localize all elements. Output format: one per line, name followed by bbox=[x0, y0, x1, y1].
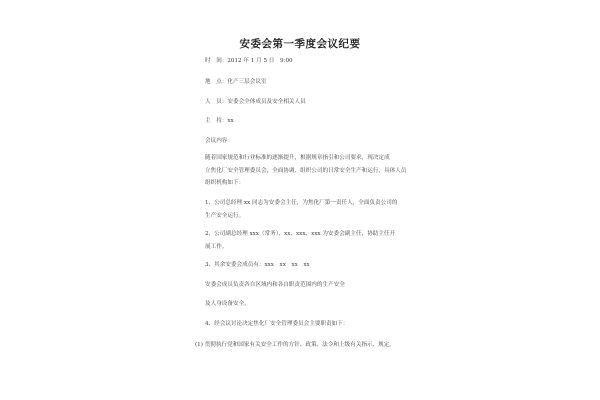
item-1-line: 生产安全运行。 bbox=[205, 212, 245, 219]
meeting-host: 主 持：xx bbox=[205, 118, 234, 124]
item-1 bbox=[205, 197, 427, 222]
intro-paragraph bbox=[205, 152, 427, 190]
item-3-note: 及人身设备安全。 bbox=[205, 301, 250, 307]
item-2-line: 2、公司副总经理 xxx（常务）、xx、xxx、xxx 为安委会副主任，协助主任开 bbox=[205, 231, 396, 237]
document-title: 安委会第一季度会议纪要 bbox=[239, 38, 361, 50]
item-4-sub-1: (1) 贯彻执行党和国家有关安全工作的方针、政策、法令和上级有关指示、规定。 bbox=[195, 342, 395, 348]
intro-line: 组织机构如下： bbox=[205, 180, 245, 186]
section-heading: 会议内容 bbox=[205, 138, 228, 144]
item-2 bbox=[205, 228, 427, 253]
meeting-time: 时 间：2012 年 1 月 5 日 9:00 bbox=[205, 58, 293, 64]
item-3-note: 安委会成员负责各自区域内和各自职责范围内的生产安全 bbox=[205, 282, 345, 288]
item-2-line: 展工作。 bbox=[205, 243, 228, 250]
item-4: 4、经会议讨论决定焦化厂安全管理委员会主要职责如下： bbox=[205, 321, 349, 327]
meeting-attendees: 人 员：安委会全体成员及安全相关人员 bbox=[205, 99, 306, 105]
item-1-line: 1、公司总经理 xx 同志为安委会主任，为焦化厂第一责任人，全面负责公司的 bbox=[205, 200, 398, 206]
intro-line: 随着国家规范和行业标准的逐渐提升，根据规章指引和公司要求，现决定成 bbox=[205, 155, 390, 161]
intro-line: 立焦化厂安全管理委员会，全面协调、组织公司的日常安全生产和运行，具体人员 bbox=[205, 167, 407, 174]
item-3: 3、其余安委会成员有：xxx xx xx xx bbox=[205, 262, 310, 268]
meeting-place: 地 点：化产三层会议室 bbox=[205, 79, 267, 85]
